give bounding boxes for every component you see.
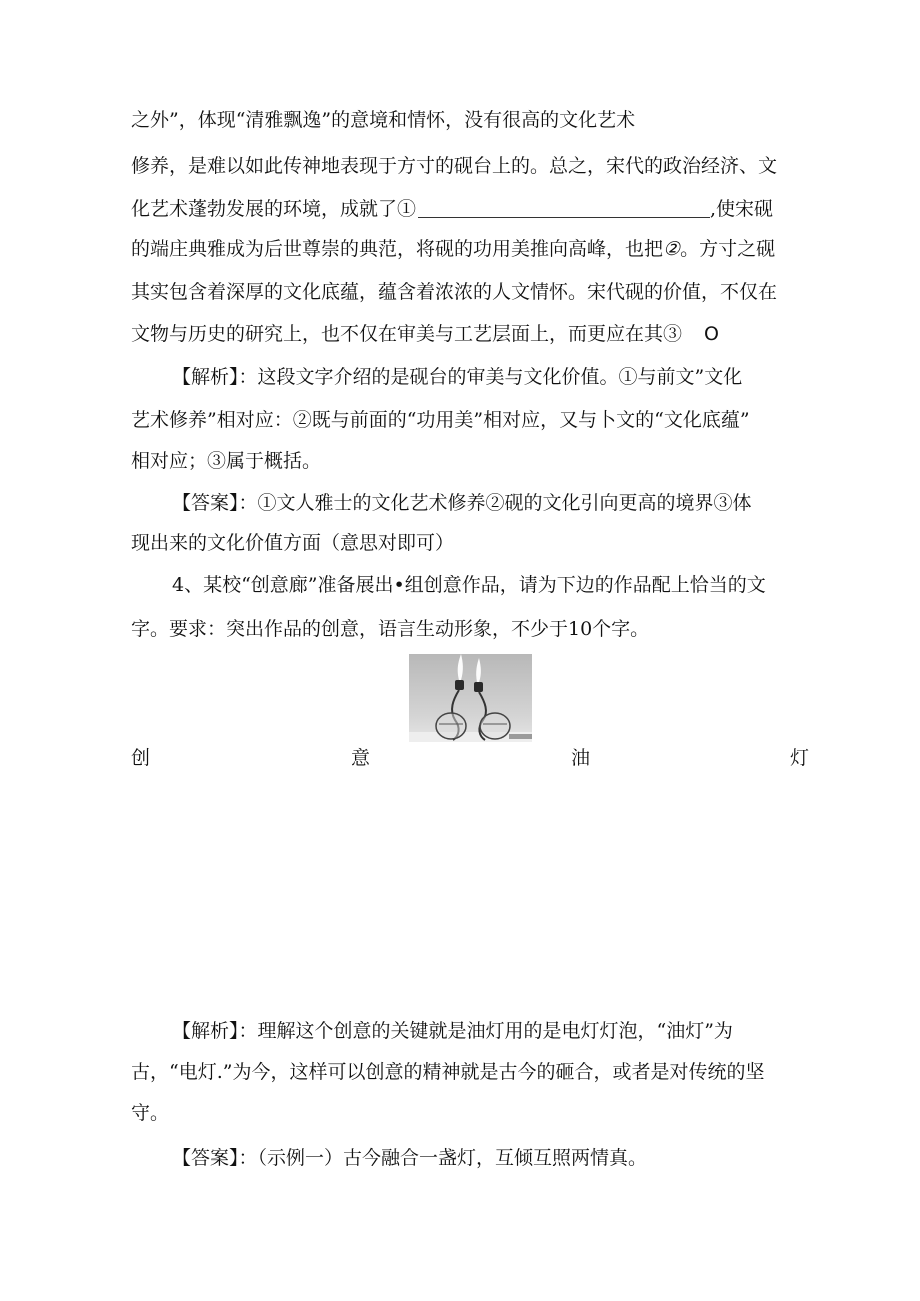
oil-lamp-illustration bbox=[409, 654, 532, 742]
blank-marker-3: O bbox=[704, 323, 719, 345]
passage-line-3-tail: ,使宋砚 bbox=[710, 198, 774, 220]
analysis-2-line-3: 守。 bbox=[131, 1102, 170, 1124]
passage-line-5: 其实包含着深厚的文化底蕴，蕴含着浓浓的人文情怀。宋代砚的价值，不仅在 bbox=[131, 281, 778, 303]
caption-char-4: 灯 bbox=[790, 747, 810, 769]
analysis-1-line-3: 相对应；③属于概括。 bbox=[131, 450, 322, 472]
answer-1-line-2: 现出来的文化价值方面（意思对即可） bbox=[131, 532, 455, 554]
question-4-line-2: 字。要求：突出作品的创意，语言生动形象，不少于10个字。 bbox=[131, 618, 650, 640]
caption-char-1: 创 bbox=[131, 747, 151, 769]
blank-marker-2: ② bbox=[663, 238, 681, 260]
analysis-2-line-1: 【解析】：理解这个创意的关键就是油灯用的是电灯灯泡，“油灯”为 bbox=[172, 1020, 733, 1042]
passage-line-4-tail: 。方寸之砚 bbox=[680, 238, 776, 260]
passage-line-3 bbox=[131, 197, 773, 221]
passage-line-2: 修养，是难以如此传神地表现于方寸的砚台上的。总之，宋代的政治经济、文 bbox=[131, 155, 778, 177]
passage-line-4 bbox=[131, 237, 775, 261]
analysis-2-line-2: 古，“电灯.”为今，这样可以创意的精神就是古今的砸合，或者是对传统的坚 bbox=[131, 1061, 765, 1083]
oil-lamp-photo bbox=[409, 654, 532, 742]
answer-blank-1 bbox=[418, 199, 710, 218]
question-4-line-1: 4、某校“创意廊”准备展出•组创意作品，请为下边的作品配上恰当的文 bbox=[172, 574, 766, 596]
passage-line-6-text: 文物与历史的研究上，也不仅在审美与工艺层面上，而更应在其③ bbox=[131, 323, 683, 345]
caption-char-3: 油 bbox=[571, 747, 591, 769]
passage-line-4-text: 的端庄典雅成为后世尊崇的典范，将砚的功用美推向高峰，也把 bbox=[131, 238, 664, 260]
passage-line-6 bbox=[131, 322, 719, 346]
answer-2-line-1: 【答案】：（示例一）古今融合一盏灯，互倾互照两情真。 bbox=[172, 1147, 648, 1169]
analysis-1-line-2: 艺术修养”相对应：②既与前面的“功用美”相对应，又与卜文的“文化底蕴” bbox=[131, 409, 750, 431]
caption-char-2: 意 bbox=[351, 747, 371, 769]
passage-line-3-text: 化艺术蓬勃发展的环境，成就了① bbox=[131, 198, 417, 220]
answer-1-line-1: 【答案】：①文人雅士的文化艺术修养②砚的文化引向更高的境界③体 bbox=[172, 492, 752, 514]
passage-line-1: 之外”，体现“清雅飘逸”的意境和情怀，没有很高的文化艺术 bbox=[131, 109, 636, 131]
analysis-1-line-1: 【解析】：这段文字介绍的是砚台的审美与文化价值。①与前文”文化 bbox=[172, 366, 743, 388]
